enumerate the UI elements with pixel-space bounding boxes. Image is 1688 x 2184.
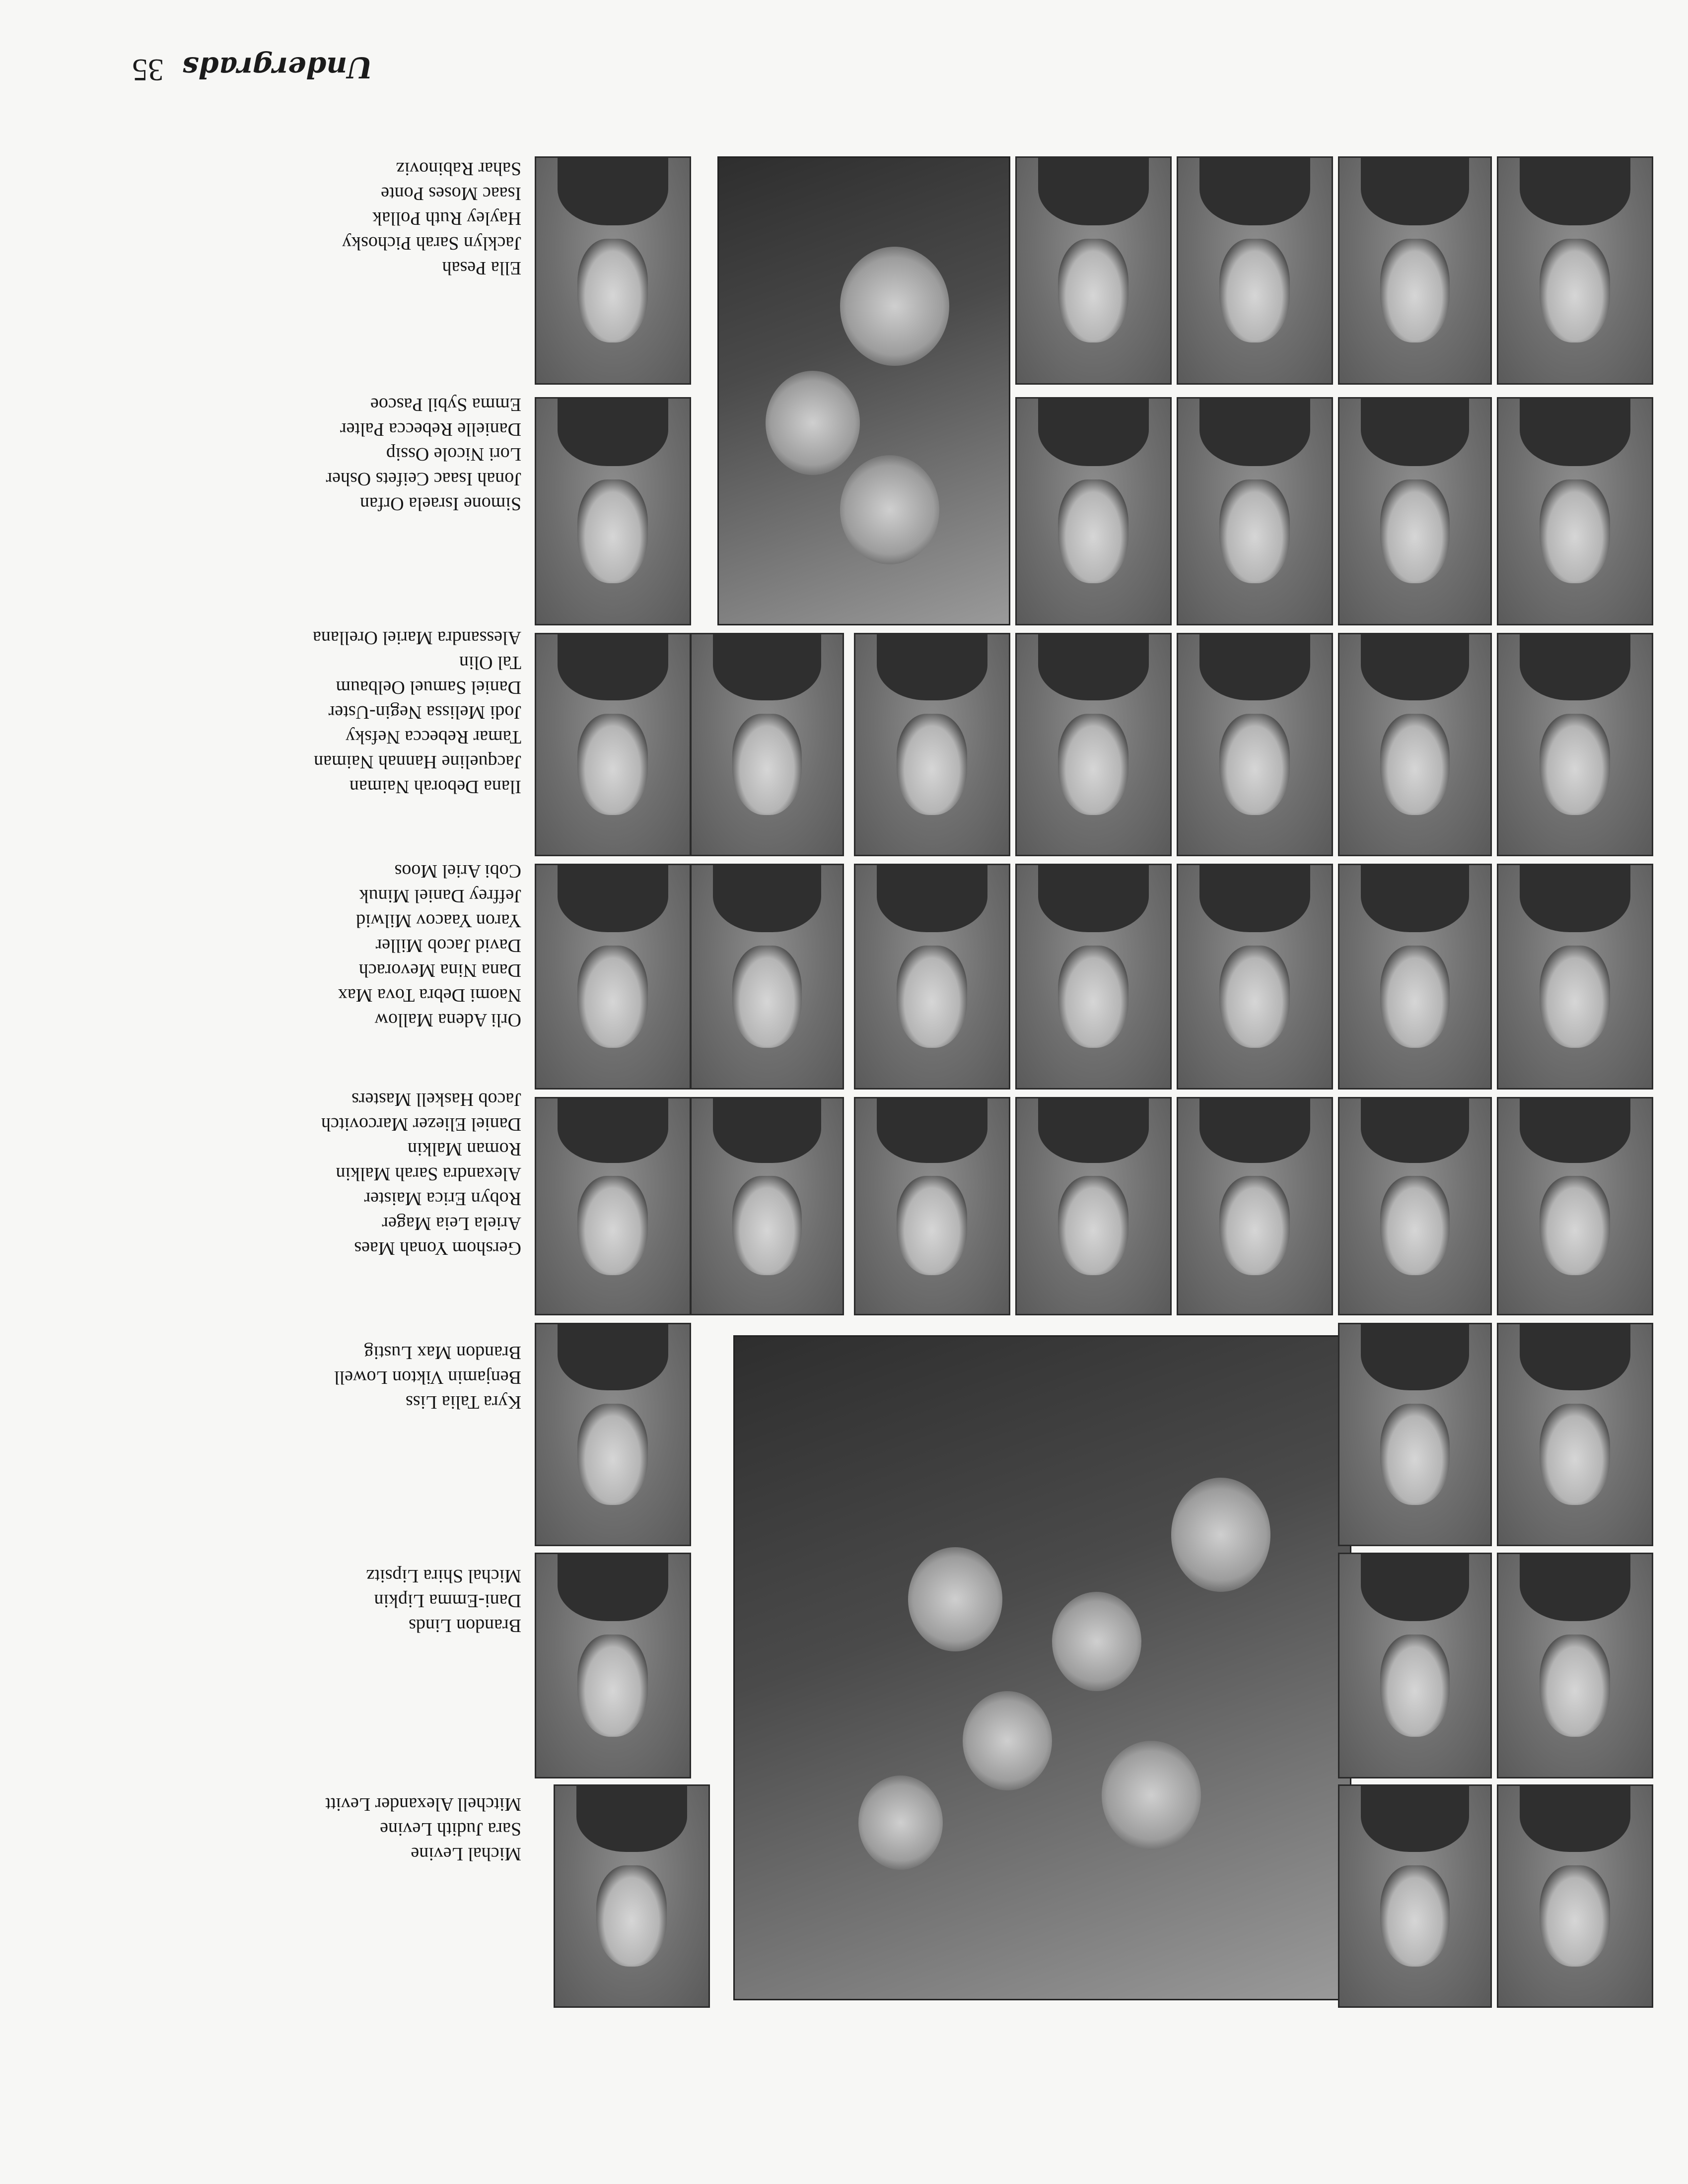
portrait-photo <box>1015 1097 1172 1315</box>
portrait-photo <box>1015 864 1172 1090</box>
portrait-photo <box>1338 864 1492 1090</box>
portrait-photo <box>854 633 1010 856</box>
portrait-photo <box>535 633 691 856</box>
name-list <box>366 1564 521 1638</box>
portrait-photo <box>1177 397 1333 625</box>
portrait-photo <box>1497 156 1653 385</box>
portrait-photo <box>1497 397 1653 625</box>
portrait-photo <box>690 1097 844 1315</box>
name-list <box>321 1087 521 1261</box>
portrait-photo <box>554 1784 710 2008</box>
portrait-photo <box>535 1097 691 1315</box>
portrait-photo <box>535 1323 691 1546</box>
student-name: Jacob Haskell Masters <box>352 1089 521 1110</box>
portrait-photo <box>1497 633 1653 856</box>
name-list <box>342 156 521 280</box>
student-name: Simone Israela Orfan <box>360 493 521 514</box>
portrait-photo <box>1177 1097 1333 1315</box>
portrait-photo <box>690 864 844 1090</box>
portrait-photo <box>1497 864 1653 1090</box>
student-name: Kyra Talia Liss <box>405 1392 521 1413</box>
group-photo <box>733 1335 1351 2000</box>
name-list <box>334 1340 521 1415</box>
name-list <box>326 392 521 516</box>
portrait-photo <box>854 1097 1010 1315</box>
portrait-photo <box>690 633 844 856</box>
student-name: Alessandra Mariel Orellana <box>313 627 521 648</box>
portrait-photo <box>854 864 1010 1090</box>
student-name: Yaron Yaacov Milwid <box>356 910 521 931</box>
portrait-photo <box>1338 1097 1492 1315</box>
student-name: Daniel Eliezer Marcovitch <box>321 1114 521 1135</box>
section-title: Undergrads <box>182 51 372 84</box>
portrait-photo <box>1497 1323 1653 1546</box>
student-name: Michal Shira Lipsitz <box>366 1566 521 1586</box>
student-name: Ilana Deborah Naiman <box>349 776 521 797</box>
portrait-photo <box>1338 397 1492 625</box>
student-name: Roman Malkin <box>407 1139 521 1160</box>
student-name: Daniel Samuel Oelbaum <box>336 677 521 698</box>
student-name: Sara Judith Levine <box>380 1819 521 1840</box>
student-name: Ella Pesah <box>442 258 521 278</box>
portrait-photo <box>1177 633 1333 856</box>
student-name: Tal Olin <box>459 652 521 673</box>
student-name: Michal Levine <box>411 1843 521 1864</box>
portrait-photo <box>535 864 691 1090</box>
student-name: Isaac Moses Ponte <box>381 183 521 204</box>
student-name: Gershom Yonah Maes <box>354 1238 521 1259</box>
portrait-photo <box>1338 1784 1492 2008</box>
student-name: Robyn Erica Maister <box>364 1188 521 1209</box>
group-photo <box>717 156 1010 625</box>
portrait-photo <box>535 397 691 625</box>
student-name: Sahar Rabinoviz <box>396 158 521 179</box>
portrait-photo <box>535 156 691 385</box>
student-name: David Jacob Miller <box>375 935 521 956</box>
student-name: Dana Nina Mevorach <box>358 960 521 981</box>
portrait-photo <box>1338 1323 1492 1546</box>
student-name: Jacqueline Hannah Naiman <box>314 751 521 772</box>
student-name: Mitchell Alexander Levitt <box>325 1794 521 1815</box>
portrait-photo <box>1497 1784 1653 2008</box>
portrait-photo <box>1338 633 1492 856</box>
portrait-photo <box>535 1553 691 1778</box>
student-name: Emma Sybil Pascoe <box>370 394 521 415</box>
portrait-photo <box>1338 1553 1492 1778</box>
portrait-photo <box>1015 397 1172 625</box>
student-name: Alexandra Sarah Malkin <box>336 1163 521 1184</box>
student-name: Brandon Max Lustig <box>364 1342 521 1363</box>
page-number: 35 <box>132 53 164 88</box>
student-name: Lori Nicole Ossip <box>386 444 521 465</box>
portrait-photo <box>1177 156 1333 385</box>
portrait-photo <box>1177 864 1333 1090</box>
name-list <box>313 625 521 799</box>
student-name: Jacklyn Sarah Pichosky <box>342 233 521 254</box>
student-name: Jonah Isaac Ceifets Osher <box>326 469 521 489</box>
name-list <box>338 859 521 1032</box>
student-name: Benjamin Vikton Lowell <box>334 1367 521 1388</box>
portrait-photo <box>1015 633 1172 856</box>
student-name: Orli Adena Mallow <box>374 1010 521 1030</box>
student-name: Naomi Debra Tova Max <box>338 985 521 1006</box>
portrait-photo <box>1015 156 1172 385</box>
portrait-photo <box>1497 1097 1653 1315</box>
portrait-photo <box>1338 156 1492 385</box>
student-name: Jodi Melissa Negin-Uster <box>328 702 521 723</box>
student-name: Jeffrey Daniel Minuk <box>359 886 521 906</box>
student-name: Cobi Ariel Moos <box>394 861 521 882</box>
student-name: Hayley Ruth Pollak <box>372 208 521 229</box>
student-name: Ariela Leia Mager <box>382 1213 521 1234</box>
student-name: Dani-Emma Lipkin <box>374 1590 521 1611</box>
name-list <box>325 1792 521 1866</box>
student-name: Brandon Linds <box>409 1615 521 1636</box>
student-name: Tamar Rebecca Nefsky <box>346 727 521 748</box>
portrait-photo <box>1497 1553 1653 1778</box>
student-name: Danielle Rebecca Palter <box>340 419 521 440</box>
